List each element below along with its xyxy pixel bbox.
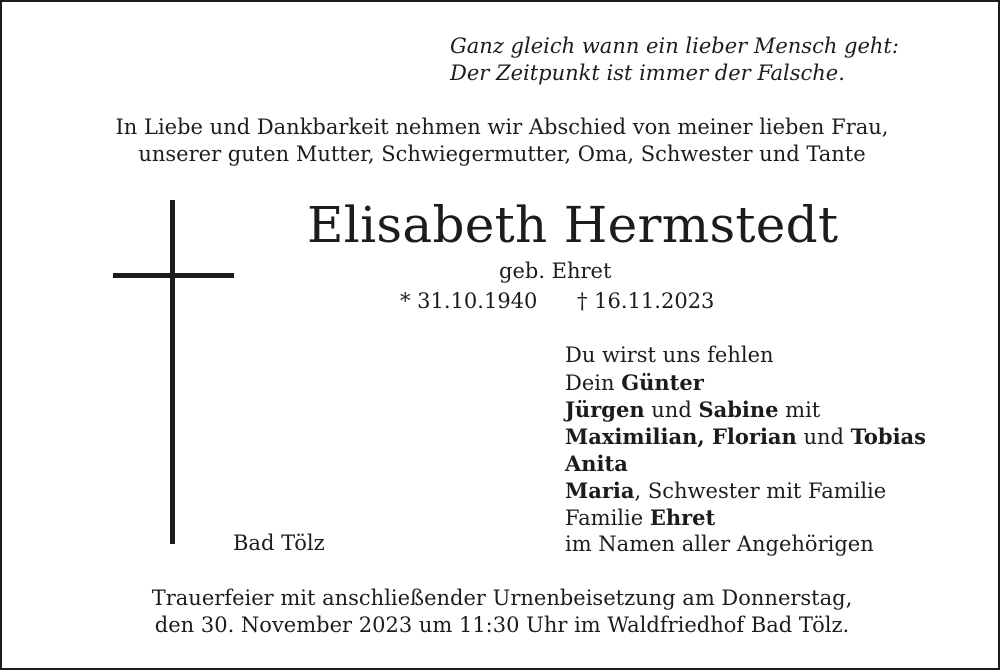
mourners-line-7 bbox=[565, 504, 715, 532]
mourners-line-2 bbox=[565, 369, 704, 397]
mourner-name: Anita bbox=[565, 451, 628, 476]
intro-line-2: unserer guten Mutter, Schwiegermutter, Oma, Schwester und Tante bbox=[138, 142, 866, 166]
place-name: Bad Tölz bbox=[233, 531, 325, 555]
mourner-name: Sabine bbox=[698, 397, 779, 422]
mourner-name: Ehret bbox=[649, 505, 716, 530]
mourner-name: Jürgen bbox=[565, 397, 645, 422]
cross-vertical-bar bbox=[170, 200, 175, 544]
mourners-text: Dein bbox=[565, 371, 622, 395]
mourner-name: Tobias bbox=[850, 424, 926, 449]
service-line-1: Trauerfeier mit anschließender Urnenbeisetzung am Donnerstag, bbox=[151, 586, 853, 610]
birth-name: geb. Ehret bbox=[499, 259, 612, 283]
mourners-text: Du wirst uns fehlen bbox=[565, 343, 774, 367]
mourner-name: Günter bbox=[621, 370, 704, 395]
mourners-line-3 bbox=[565, 396, 820, 424]
mourners-line-4 bbox=[565, 423, 926, 451]
mourners-text: und bbox=[644, 398, 699, 422]
cross-horizontal-bar bbox=[113, 273, 234, 278]
mourners-line-8 bbox=[565, 531, 874, 558]
mourner-name: Maria bbox=[565, 478, 635, 503]
service-line-2: den 30. November 2023 um 11:30 Uhr im Waldfriedhof Bad Tölz. bbox=[154, 613, 850, 637]
mourners-line-1 bbox=[565, 342, 774, 369]
mourners-text: mit bbox=[778, 398, 821, 422]
mourner-name: Maximilian, Florian bbox=[565, 424, 797, 449]
birth-date: * 31.10.1940 bbox=[400, 289, 538, 313]
mourners-text: Familie bbox=[565, 506, 650, 530]
mourners-text: , Schwester mit Familie bbox=[634, 479, 887, 503]
intro-line-1: In Liebe und Dankbarkeit nehmen wir Abschied von meiner lieben Frau, bbox=[115, 115, 889, 139]
quote-line-1: Ganz gleich wann ein lieber Mensch geht: bbox=[450, 34, 899, 58]
mourners-text: und bbox=[796, 425, 851, 449]
deceased-name: Elisabeth Hermstedt bbox=[307, 196, 839, 254]
mourners-text: im Namen aller Angehörigen bbox=[565, 532, 874, 556]
quote-line-2: Der Zeitpunkt ist immer der Falsche. bbox=[450, 61, 845, 85]
mourners-line-5 bbox=[565, 450, 628, 478]
mourners-line-6 bbox=[565, 477, 886, 505]
death-date: † 16.11.2023 bbox=[577, 289, 715, 313]
